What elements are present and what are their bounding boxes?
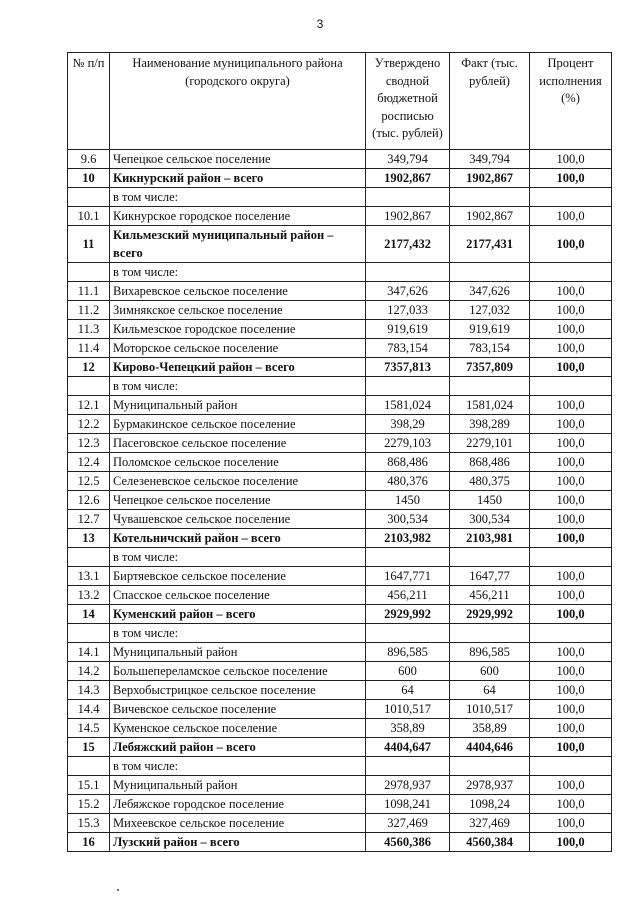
cell-approved: 1902,867: [366, 207, 450, 226]
table-row: [68, 396, 612, 415]
table-row: [68, 301, 612, 320]
cell-num: 15.3: [68, 814, 110, 833]
table-row: [68, 567, 612, 586]
cell-num: 12.3: [68, 434, 110, 453]
cell-fact: 1010,517: [450, 700, 530, 719]
cell-num: [68, 624, 110, 643]
cell-percent: [530, 377, 612, 396]
cell-name: в том числе:: [110, 624, 366, 643]
cell-approved: 398,29: [366, 415, 450, 434]
cell-name: Верхобыстрицкое сельское поселение: [110, 681, 366, 700]
table-row: [68, 207, 612, 226]
cell-percent: 100,0: [530, 814, 612, 833]
cell-approved: 1581,024: [366, 396, 450, 415]
cell-approved: 127,033: [366, 301, 450, 320]
cell-name: Зимнякское сельское поселение: [110, 301, 366, 320]
cell-approved: [366, 624, 450, 643]
cell-name: Большепереламское сельское поселение: [110, 662, 366, 681]
cell-fact: 347,626: [450, 282, 530, 301]
cell-name: Лузский район – всего: [110, 833, 366, 852]
table-body: [68, 150, 612, 852]
cell-name: Чепецкое сельское поселение: [110, 491, 366, 510]
cell-approved: 1010,517: [366, 700, 450, 719]
cell-fact: 919,619: [450, 320, 530, 339]
cell-approved: 2279,103: [366, 434, 450, 453]
cell-num: 10.1: [68, 207, 110, 226]
cell-num: 9.6: [68, 150, 110, 169]
cell-percent: 100,0: [530, 719, 612, 738]
table-row-total: [68, 605, 612, 624]
cell-approved: 7357,813: [366, 358, 450, 377]
table-row: [68, 339, 612, 358]
cell-num: 14.5: [68, 719, 110, 738]
cell-name: Вихаревское сельское поселение: [110, 282, 366, 301]
cell-percent: 100,0: [530, 510, 612, 529]
cell-fact: 1450: [450, 491, 530, 510]
cell-fact: 456,211: [450, 586, 530, 605]
cell-name: Бурмакинское сельское поселение: [110, 415, 366, 434]
cell-fact: 896,585: [450, 643, 530, 662]
cell-name: Кикнурское городское поселение: [110, 207, 366, 226]
cell-name: Муниципальный район: [110, 776, 366, 795]
table-row: [68, 263, 612, 282]
cell-fact: 2978,937: [450, 776, 530, 795]
cell-fact: 327,469: [450, 814, 530, 833]
cell-approved: 896,585: [366, 643, 450, 662]
cell-percent: 100,0: [530, 339, 612, 358]
cell-percent: [530, 757, 612, 776]
cell-fact: [450, 263, 530, 282]
cell-fact: 4560,384: [450, 833, 530, 852]
cell-num: 11.3: [68, 320, 110, 339]
header-fact: Факт (тыс. рублей): [450, 53, 530, 150]
cell-approved: 1098,241: [366, 795, 450, 814]
cell-approved: [366, 377, 450, 396]
cell-approved: 349,794: [366, 150, 450, 169]
cell-fact: 64: [450, 681, 530, 700]
cell-percent: 100,0: [530, 282, 612, 301]
table-row-total: [68, 833, 612, 852]
table-row: [68, 681, 612, 700]
cell-name: Лебяжское городское поселение: [110, 795, 366, 814]
cell-name: Моторское сельское поселение: [110, 339, 366, 358]
cell-name: Котельничский район – всего: [110, 529, 366, 548]
scan-dot: [117, 889, 119, 891]
cell-percent: 100,0: [530, 586, 612, 605]
table-row: [68, 188, 612, 207]
cell-num: [68, 757, 110, 776]
table-row-total: [68, 529, 612, 548]
cell-fact: 2177,431: [450, 226, 530, 263]
cell-name: Поломское сельское поселение: [110, 453, 366, 472]
cell-fact: 2929,992: [450, 605, 530, 624]
cell-percent: 100,0: [530, 207, 612, 226]
cell-fact: 1581,024: [450, 396, 530, 415]
cell-approved: 600: [366, 662, 450, 681]
table-row-total: [68, 358, 612, 377]
cell-approved: 2929,992: [366, 605, 450, 624]
cell-name: Вичевское сельское поселение: [110, 700, 366, 719]
table-row: [68, 548, 612, 567]
cell-name: Муниципальный район: [110, 396, 366, 415]
cell-fact: [450, 624, 530, 643]
table-row-total: [68, 169, 612, 188]
cell-approved: 358,89: [366, 719, 450, 738]
table-row-total: [68, 738, 612, 757]
cell-percent: 100,0: [530, 643, 612, 662]
cell-name: Чувашевское сельское поселение: [110, 510, 366, 529]
cell-num: 12: [68, 358, 110, 377]
cell-approved: [366, 188, 450, 207]
table-row: [68, 472, 612, 491]
cell-approved: 783,154: [366, 339, 450, 358]
cell-approved: [366, 263, 450, 282]
cell-num: 11.4: [68, 339, 110, 358]
cell-num: 11: [68, 226, 110, 263]
table-row: [68, 795, 612, 814]
cell-percent: [530, 624, 612, 643]
cell-name: Лебяжский район – всего: [110, 738, 366, 757]
cell-name: Куменский район – всего: [110, 605, 366, 624]
cell-num: 12.4: [68, 453, 110, 472]
cell-approved: 480,376: [366, 472, 450, 491]
cell-fact: 2279,101: [450, 434, 530, 453]
cell-num: 14.2: [68, 662, 110, 681]
cell-percent: 100,0: [530, 150, 612, 169]
cell-fact: 4404,646: [450, 738, 530, 757]
table-row: [68, 586, 612, 605]
cell-fact: 1647,77: [450, 567, 530, 586]
table-row: [68, 491, 612, 510]
cell-approved: 868,486: [366, 453, 450, 472]
cell-approved: 456,211: [366, 586, 450, 605]
cell-fact: 349,794: [450, 150, 530, 169]
cell-fact: [450, 377, 530, 396]
cell-name: Куменское сельское поселение: [110, 719, 366, 738]
cell-percent: 100,0: [530, 776, 612, 795]
cell-fact: 300,534: [450, 510, 530, 529]
cell-percent: 100,0: [530, 567, 612, 586]
cell-num: 14.4: [68, 700, 110, 719]
cell-approved: 347,626: [366, 282, 450, 301]
cell-percent: 100,0: [530, 833, 612, 852]
cell-fact: 358,89: [450, 719, 530, 738]
cell-num: 12.5: [68, 472, 110, 491]
cell-percent: 100,0: [530, 301, 612, 320]
cell-name: Кильмезский муниципальный район – всего: [110, 226, 366, 263]
cell-num: 12.2: [68, 415, 110, 434]
table-row: [68, 662, 612, 681]
budget-execution-table: [67, 52, 612, 852]
cell-name: Чепецкое сельское поселение: [110, 150, 366, 169]
cell-name: Селезеневское сельское поселение: [110, 472, 366, 491]
cell-num: 13.1: [68, 567, 110, 586]
cell-approved: 4560,386: [366, 833, 450, 852]
cell-num: 13.2: [68, 586, 110, 605]
cell-num: 15: [68, 738, 110, 757]
cell-num: 13: [68, 529, 110, 548]
table-row: [68, 282, 612, 301]
cell-name: в том числе:: [110, 188, 366, 207]
cell-approved: 1450: [366, 491, 450, 510]
cell-percent: 100,0: [530, 396, 612, 415]
cell-approved: 300,534: [366, 510, 450, 529]
cell-fact: 480,375: [450, 472, 530, 491]
cell-num: [68, 263, 110, 282]
cell-percent: 100,0: [530, 795, 612, 814]
cell-name: в том числе:: [110, 757, 366, 776]
table-row: [68, 700, 612, 719]
cell-num: 12.6: [68, 491, 110, 510]
header-num: № п/п: [68, 53, 110, 150]
table-row: [68, 377, 612, 396]
cell-name: Муниципальный район: [110, 643, 366, 662]
table-row-total: [68, 226, 612, 263]
cell-name: Спасское сельское поселение: [110, 586, 366, 605]
cell-fact: 127,032: [450, 301, 530, 320]
cell-percent: 100,0: [530, 226, 612, 263]
cell-fact: [450, 757, 530, 776]
page-number: 3: [316, 17, 324, 31]
cell-percent: 100,0: [530, 415, 612, 434]
table-row: [68, 510, 612, 529]
cell-num: 14.1: [68, 643, 110, 662]
cell-fact: [450, 188, 530, 207]
cell-approved: 4404,647: [366, 738, 450, 757]
cell-fact: 398,289: [450, 415, 530, 434]
cell-percent: [530, 263, 612, 282]
cell-approved: 2177,432: [366, 226, 450, 263]
cell-name: Кильмезское городское поселение: [110, 320, 366, 339]
cell-fact: 7357,809: [450, 358, 530, 377]
cell-percent: [530, 188, 612, 207]
table-row: [68, 776, 612, 795]
table-row: [68, 150, 612, 169]
cell-percent: 100,0: [530, 169, 612, 188]
cell-num: 14: [68, 605, 110, 624]
cell-percent: [530, 548, 612, 567]
cell-num: 11.2: [68, 301, 110, 320]
cell-approved: [366, 548, 450, 567]
cell-approved: 1647,771: [366, 567, 450, 586]
cell-percent: 100,0: [530, 529, 612, 548]
cell-num: 15.2: [68, 795, 110, 814]
cell-percent: 100,0: [530, 491, 612, 510]
header-name: Наименование муниципального района (городского округа): [110, 53, 366, 150]
header-approved: Утверждено сводной бюджетной росписью (тыс. рублей): [366, 53, 450, 150]
cell-percent: 100,0: [530, 472, 612, 491]
cell-approved: 327,469: [366, 814, 450, 833]
cell-fact: 1902,867: [450, 169, 530, 188]
cell-approved: 1902,867: [366, 169, 450, 188]
header-percent: Процент исполнения (%): [530, 53, 612, 150]
cell-num: [68, 188, 110, 207]
cell-fact: 868,486: [450, 453, 530, 472]
cell-approved: [366, 757, 450, 776]
cell-name: Кирово-Чепецкий район – всего: [110, 358, 366, 377]
table-row: [68, 757, 612, 776]
cell-percent: 100,0: [530, 700, 612, 719]
table-row: [68, 415, 612, 434]
table-row: [68, 624, 612, 643]
cell-name: в том числе:: [110, 377, 366, 396]
table-row: [68, 643, 612, 662]
cell-approved: 2978,937: [366, 776, 450, 795]
cell-fact: [450, 548, 530, 567]
cell-fact: 1098,24: [450, 795, 530, 814]
table-row: [68, 719, 612, 738]
cell-fact: 600: [450, 662, 530, 681]
table-row: [68, 320, 612, 339]
cell-fact: 783,154: [450, 339, 530, 358]
cell-fact: 2103,981: [450, 529, 530, 548]
cell-name: Кикнурский район – всего: [110, 169, 366, 188]
cell-num: 15.1: [68, 776, 110, 795]
cell-num: 12.1: [68, 396, 110, 415]
cell-num: 11.1: [68, 282, 110, 301]
cell-name: в том числе:: [110, 548, 366, 567]
cell-num: [68, 548, 110, 567]
cell-num: 10: [68, 169, 110, 188]
cell-name: Биртяевское сельское поселение: [110, 567, 366, 586]
cell-approved: 2103,982: [366, 529, 450, 548]
table-header-row: [68, 53, 612, 150]
cell-fact: 1902,867: [450, 207, 530, 226]
cell-num: 12.7: [68, 510, 110, 529]
cell-percent: 100,0: [530, 605, 612, 624]
cell-percent: 100,0: [530, 434, 612, 453]
cell-approved: 64: [366, 681, 450, 700]
cell-percent: 100,0: [530, 738, 612, 757]
cell-num: 14.3: [68, 681, 110, 700]
cell-percent: 100,0: [530, 662, 612, 681]
table-row: [68, 814, 612, 833]
cell-name: Пасеговское сельское поселение: [110, 434, 366, 453]
cell-num: 16: [68, 833, 110, 852]
table-row: [68, 453, 612, 472]
table-row: [68, 434, 612, 453]
cell-percent: 100,0: [530, 358, 612, 377]
cell-percent: 100,0: [530, 320, 612, 339]
cell-name: в том числе:: [110, 263, 366, 282]
cell-percent: 100,0: [530, 453, 612, 472]
cell-num: [68, 377, 110, 396]
cell-approved: 919,619: [366, 320, 450, 339]
cell-name: Михеевское сельское поселение: [110, 814, 366, 833]
cell-percent: 100,0: [530, 681, 612, 700]
